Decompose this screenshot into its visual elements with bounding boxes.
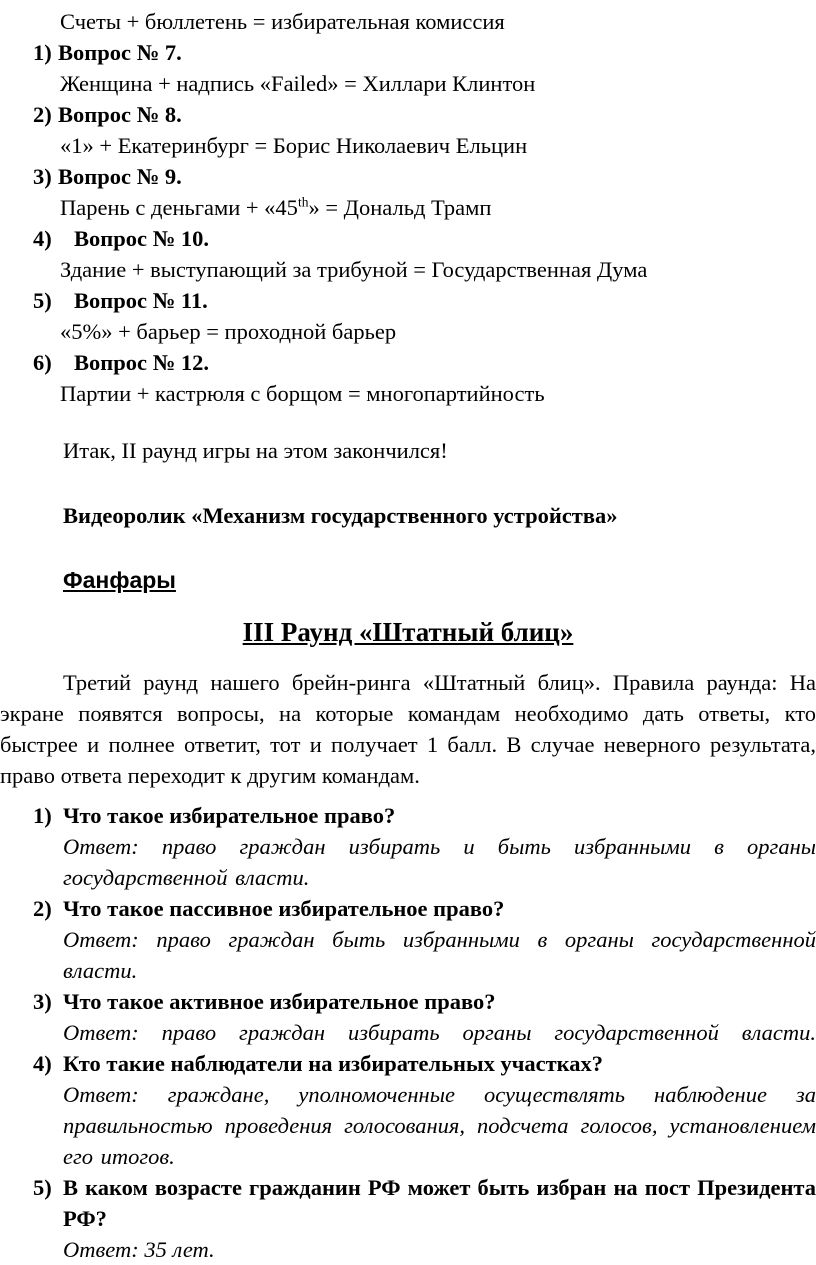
- question-heading: [0, 347, 816, 378]
- video-caption: Видеоролик «Механизм государственного устройства»: [63, 503, 618, 528]
- round3-question-list: [0, 800, 816, 1265]
- blitz-item-3: [0, 986, 816, 1048]
- blitz-question: [0, 986, 816, 1017]
- blitz-item-5: [0, 1172, 816, 1265]
- blitz-item-4: [0, 1048, 816, 1172]
- blitz-question-text: Что такое пассивное избирательное право?: [63, 896, 505, 921]
- blitz-answer: Ответ: граждане, уполномоченные осуществлять наблюдение за правильностью проведения голосования, подсчета голосов, установлением его итогов.: [63, 1082, 816, 1169]
- list-number: 4): [33, 1051, 52, 1076]
- question-heading: [0, 223, 816, 254]
- blitz-answer: Ответ: 35 лет.: [63, 1237, 215, 1262]
- blitz-question-text: В каком возрасте гражданин РФ может быть избран на пост Президента РФ?: [63, 1175, 816, 1231]
- answer-line-commission: Счеты + бюллетень = избирательная комиссия: [60, 9, 505, 34]
- question-heading: [0, 37, 816, 68]
- answer-text-after: » = Дональд Трамп: [308, 195, 492, 220]
- ordinal-superscript: th: [297, 194, 309, 210]
- question-label: Вопрос № 9.: [58, 164, 182, 189]
- question-heading: [0, 99, 816, 130]
- round2-list: [0, 37, 816, 409]
- list-number: 2): [33, 102, 52, 127]
- blitz-item-2: [0, 893, 816, 986]
- fanfare-cue: [0, 565, 816, 596]
- list-number: 3): [33, 989, 52, 1014]
- answer-text-before: Парень с деньгами + «45: [60, 195, 298, 220]
- round2-item-12: [0, 347, 816, 409]
- list-number: 6): [33, 350, 52, 375]
- question-label: Вопрос № 10.: [74, 226, 209, 251]
- list-number: 5): [33, 288, 52, 313]
- blitz-answer: Ответ: право граждан быть избранными в органы государственной власти.: [63, 927, 816, 983]
- round2-item-11: [0, 285, 816, 347]
- blitz-question-text: Что такое активное избирательное право?: [63, 989, 496, 1014]
- question-label: Вопрос № 7.: [58, 40, 182, 65]
- list-number: 4): [33, 226, 52, 251]
- round3-intro-paragraph: Третий раунд нашего брейн-ринга «Штатный блиц». Правила раунда: На экране появятся вопросы, на которые командам необходимо дать ответы, кто быстрее и полнее ответит, тот и получает 1 балл. В случае неверного результата, право ответа переходит к другим командам.: [0, 670, 816, 788]
- question-label: Вопрос № 12.: [74, 350, 209, 375]
- blitz-question: [0, 1172, 816, 1234]
- question-answer: [0, 192, 816, 223]
- list-number: 1): [33, 803, 52, 828]
- round2-item-9: [0, 161, 816, 223]
- blitz-answer: Ответ: право граждан избирать органы государственной власти.: [63, 1020, 816, 1045]
- round2-closing-line: Итак, II раунд игры на этом закончился!: [63, 438, 448, 463]
- question-label: Вопрос № 8.: [58, 102, 182, 127]
- round2-item-8: [0, 99, 816, 161]
- round2-item-7: [0, 37, 816, 99]
- list-number: 5): [33, 1175, 52, 1200]
- question-answer: Женщина + надпись «Failed» = Хиллари Клинтон: [60, 71, 536, 96]
- round3-title-text: III Раунд «Штатный блиц»: [242, 617, 574, 647]
- round3-title: [0, 613, 816, 651]
- fanfare-label: Фанфары: [63, 567, 176, 593]
- list-number: 1): [33, 40, 52, 65]
- blitz-question: [0, 893, 816, 924]
- blitz-question-text: Кто такие наблюдатели на избирательных участках?: [63, 1051, 604, 1076]
- question-heading: [0, 161, 816, 192]
- question-heading: [0, 285, 816, 316]
- list-number: 3): [33, 164, 52, 189]
- blitz-item-1: [0, 800, 816, 893]
- question-answer: Здание + выступающий за трибуной = Государственная Дума: [60, 257, 648, 282]
- blitz-question-text: Что такое избирательное право?: [63, 803, 396, 828]
- question-answer: «1» + Екатеринбург = Борис Николаевич Ельцин: [60, 133, 528, 158]
- question-label: Вопрос № 11.: [74, 288, 208, 313]
- blitz-answer: Ответ: право граждан избирать и быть избранными в органы государственной власти.: [63, 834, 816, 890]
- question-answer: Партии + кастрюля с борщом = многопартийность: [60, 381, 545, 406]
- question-answer: «5%» + барьер = проходной барьер: [60, 319, 397, 344]
- round2-item-10: [0, 223, 816, 285]
- blitz-question: [0, 800, 816, 831]
- list-number: 2): [33, 896, 52, 921]
- blitz-question: [0, 1048, 816, 1079]
